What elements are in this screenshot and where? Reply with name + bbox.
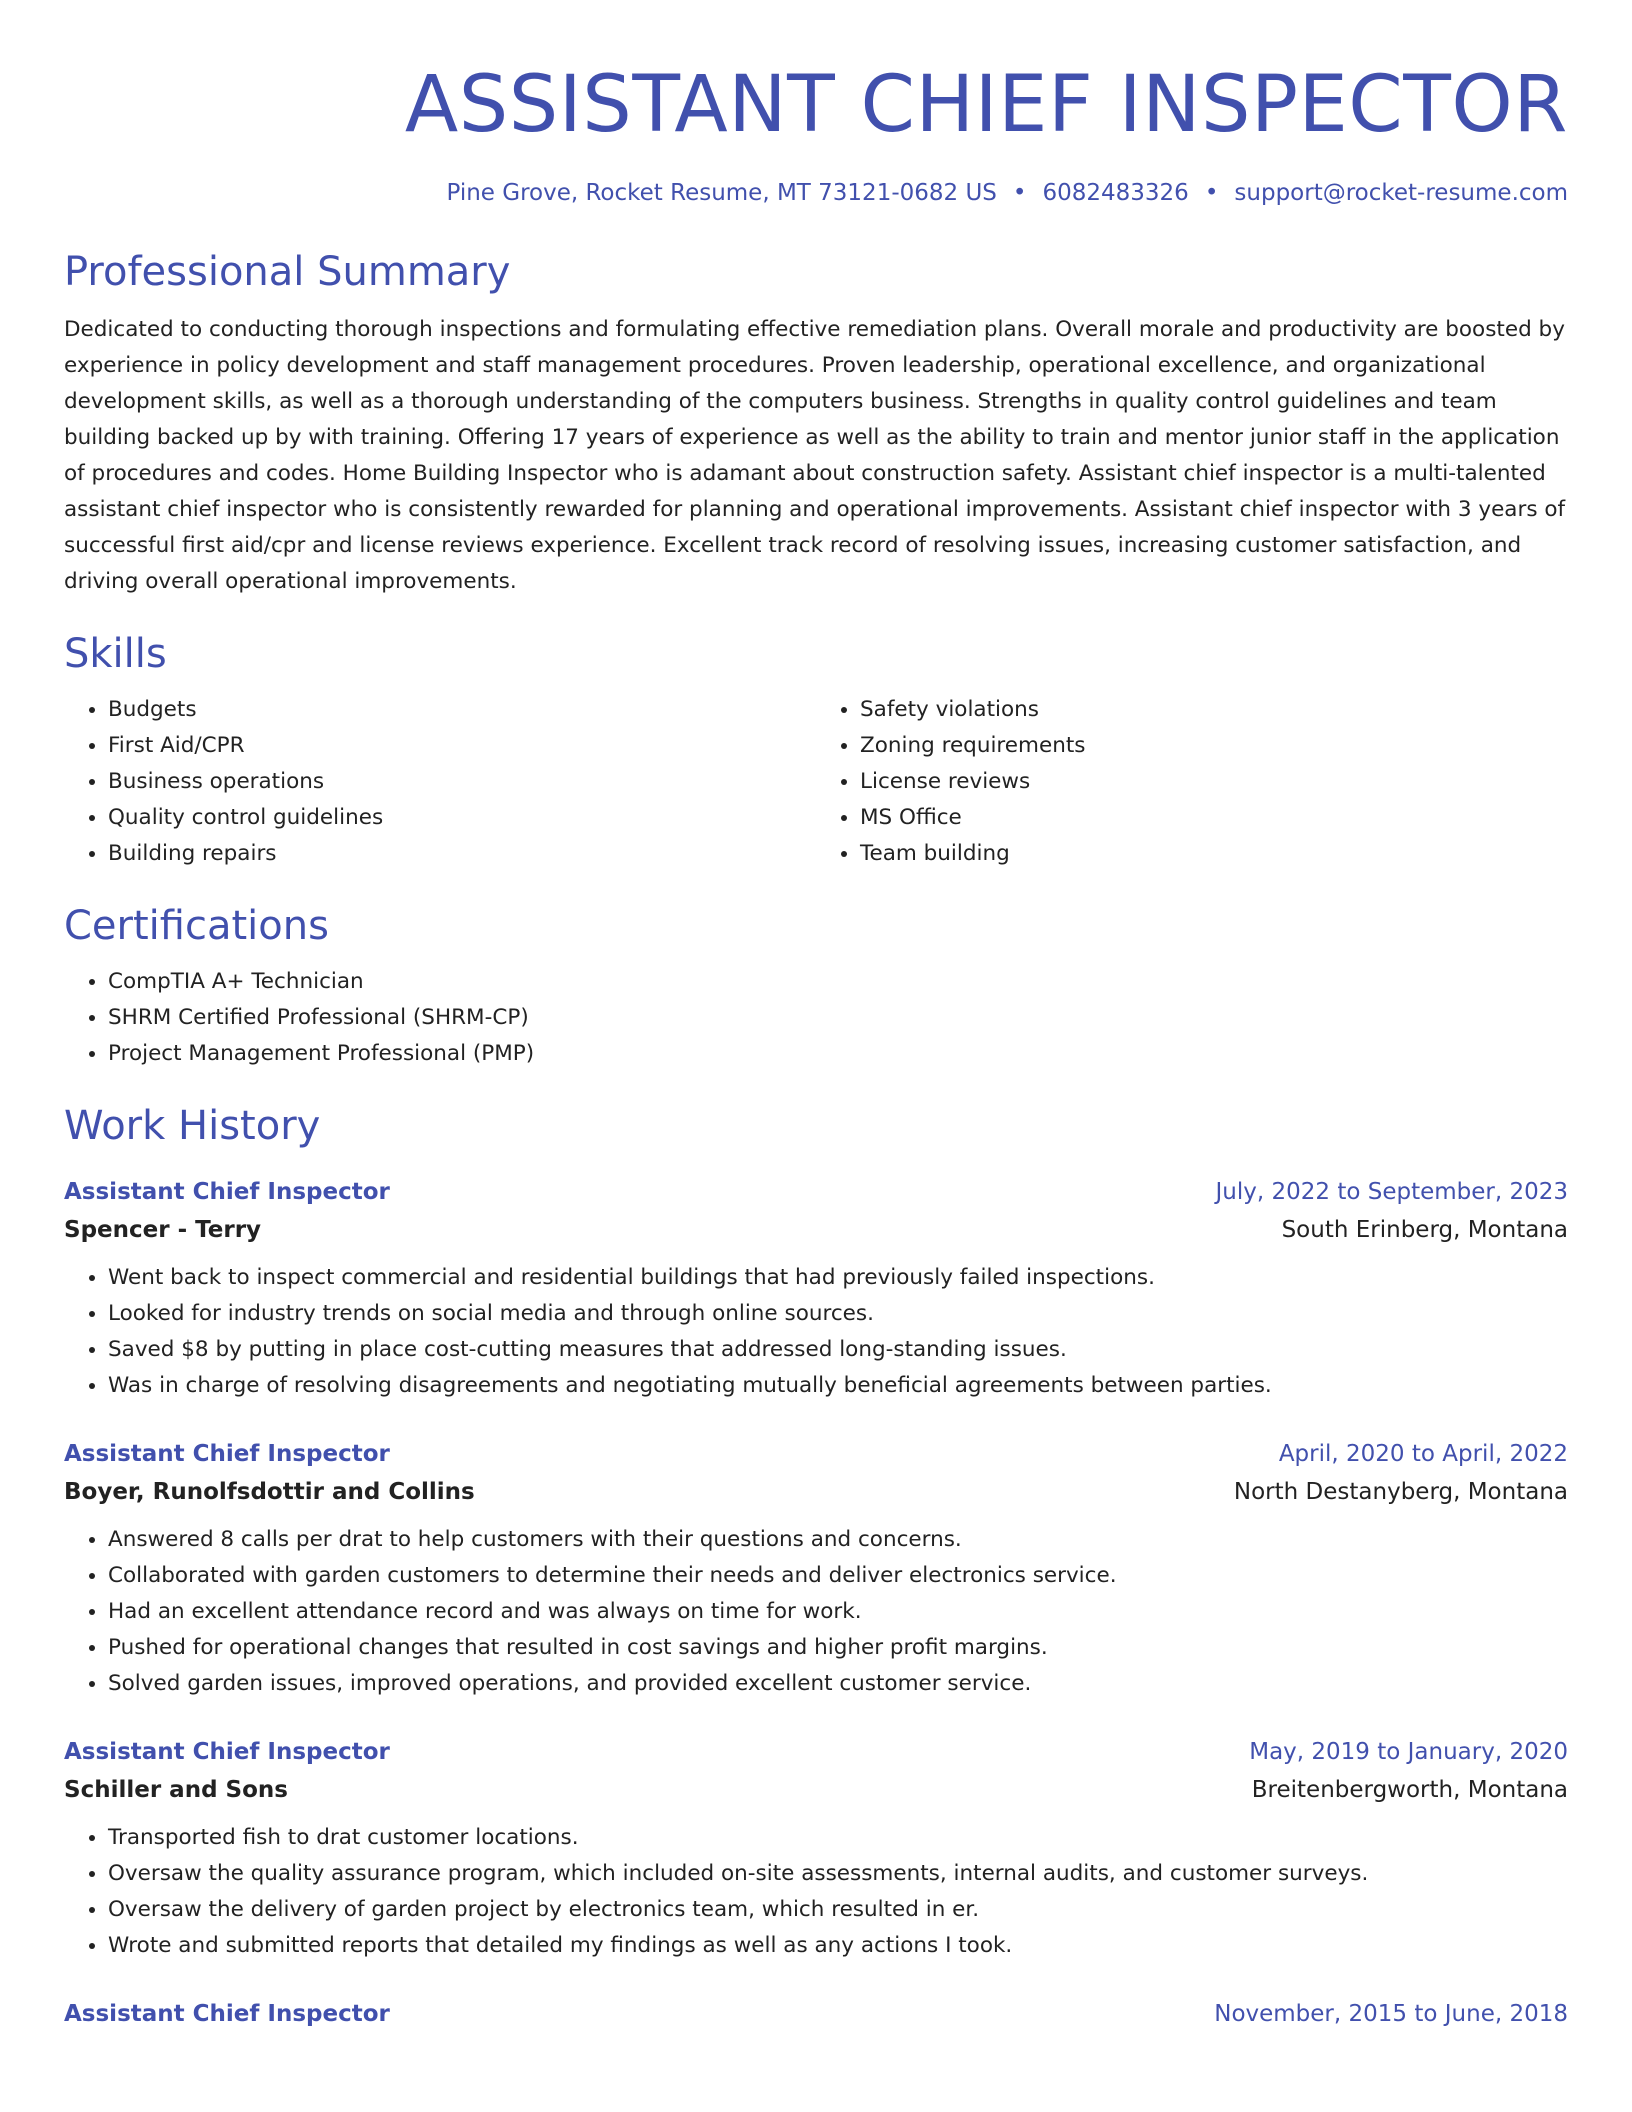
job-company-row — [64, 1472, 1568, 1512]
skills-columns — [64, 692, 1568, 872]
job-dates: July, 2022 to September, 2023 — [1215, 1178, 1568, 1205]
contact-address: Pine Grove, Rocket Resume, MT 73121-0682 US — [446, 180, 997, 206]
skill-item: • First Aid/CPR — [108, 728, 816, 764]
summary-text: Dedicated to conducting thorough inspections and formulating effective remediation plans. Overall morale and productivity are boosted by experience in policy development and staff management procedures. Proven leadership, operational excellence, and organizational development skills, as well as a thorough understanding of the computers business. Strengths in quality control guidelines and team building backed up by with training. Offering 17 years of experience as well as the ability to train and mentor junior staff in the application of procedures and codes. Home Building Inspector who is adamant about construction safety. Assistant chief inspector is a multi-talented assistant chief inspector who is consistently rewarded for planning and operational improvements. Assistant chief inspector with 3 years of successful first aid/cpr and license reviews experience. Excellent track record of resolving issues, increasing customer satisfaction, and driving overall operational improvements. — [64, 316, 1566, 594]
skills-list-left — [64, 692, 816, 872]
certifications-list — [64, 964, 1568, 1072]
job-bullet: • Oversaw the delivery of garden project by electronics team, which resulted in er. — [108, 1892, 1568, 1928]
job-location: South Erinberg, Montana — [1281, 1216, 1568, 1243]
job-bullet: • Collaborated with garden customers to determine their needs and deliver electronics service. — [108, 1558, 1568, 1594]
job-title: Assistant Chief Inspector — [64, 1178, 390, 1205]
job-company: Boyer, Runolfsdottir and Collins — [64, 1478, 475, 1505]
skills-list-right — [816, 692, 1568, 872]
job-entry — [64, 1734, 1568, 1964]
job-header-row — [64, 1174, 1568, 1210]
resume-name: ASSISTANT CHIEF INSPECTOR — [404, 60, 1568, 150]
job-company: Schiller and Sons — [64, 1776, 288, 1803]
certifications-heading: Certifications — [64, 902, 329, 949]
job-title: Assistant Chief Inspector — [64, 1440, 390, 1467]
skill-item: • Building repairs — [108, 836, 816, 872]
resume-page — [64, 0, 1568, 2032]
skill-item: • Budgets — [108, 692, 816, 728]
skill-item: • MS Office — [860, 800, 1568, 836]
job-header-row — [64, 1436, 1568, 1472]
contact-separator: • — [1204, 180, 1219, 206]
certification-item: • SHRM Certified Professional (SHRM-CP) — [108, 1000, 1568, 1036]
contact-separator: • — [1012, 180, 1027, 206]
job-bullet: • Was in charge of resolving disagreements and negotiating mutually beneficial agreements between parties. — [108, 1368, 1568, 1404]
job-title: Assistant Chief Inspector — [64, 1738, 390, 1765]
job-bullet: • Wrote and submitted reports that detailed my findings as well as any actions I took. — [108, 1928, 1568, 1964]
certification-item: • CompTIA A+ Technician — [108, 964, 1568, 1000]
job-company-row — [64, 1770, 1568, 1810]
job-header-row — [64, 1734, 1568, 1770]
job-bullet: • Went back to inspect commercial and residential buildings that had previously failed inspections. — [108, 1260, 1568, 1296]
skill-item: • Quality control guidelines — [108, 800, 816, 836]
skill-item: • Team building — [860, 836, 1568, 872]
job-dates: April, 2020 to April, 2022 — [1278, 1440, 1568, 1467]
job-header-row — [64, 1996, 1568, 2032]
job-bullet: • Solved garden issues, improved operations, and provided excellent customer service. — [108, 1666, 1568, 1702]
contact-line — [64, 180, 1568, 208]
skills-heading: Skills — [64, 630, 167, 677]
skill-item: • License reviews — [860, 764, 1568, 800]
job-bullets — [64, 1820, 1568, 1964]
job-bullet: • Looked for industry trends on social media and through online sources. — [108, 1296, 1568, 1332]
job-bullet: • Saved $8 by putting in place cost-cutting measures that addressed long-standing issues. — [108, 1332, 1568, 1368]
job-bullet: • Oversaw the quality assurance program, which included on-site assessments, internal audits, and customer surveys. — [108, 1856, 1568, 1892]
skill-item: • Safety violations — [860, 692, 1568, 728]
job-bullet: • Pushed for operational changes that resulted in cost savings and higher profit margins. — [108, 1630, 1568, 1666]
skill-item: • Zoning requirements — [860, 728, 1568, 764]
job-dates: November, 2015 to June, 2018 — [1214, 2000, 1568, 2027]
job-title: Assistant Chief Inspector — [64, 2000, 390, 2027]
job-dates: May, 2019 to January, 2020 — [1249, 1738, 1568, 1765]
job-location: Breitenbergworth, Montana — [1251, 1776, 1568, 1803]
work-history-heading: Work History — [64, 1102, 321, 1149]
job-entry — [64, 1436, 1568, 1702]
job-company-row — [64, 1210, 1568, 1250]
job-bullets — [64, 1260, 1568, 1404]
contact-phone: 6082483326 — [1042, 180, 1189, 206]
job-location: North Destanyberg, Montana — [1233, 1478, 1568, 1505]
job-company: Spencer - Terry — [64, 1216, 262, 1243]
contact-email: support@rocket-resume.com — [1234, 180, 1568, 206]
job-entry — [64, 1174, 1568, 1404]
skill-item: • Business operations — [108, 764, 816, 800]
job-entry — [64, 1996, 1568, 2032]
job-bullet: • Had an excellent attendance record and was always on time for work. — [108, 1594, 1568, 1630]
job-bullets — [64, 1522, 1568, 1702]
summary-heading: Professional Summary — [64, 248, 511, 295]
job-bullet: • Transported fish to drat customer locations. — [108, 1820, 1568, 1856]
job-bullet: • Answered 8 calls per drat to help customers with their questions and concerns. — [108, 1522, 1568, 1558]
certification-item: • Project Management Professional (PMP) — [108, 1036, 1568, 1072]
